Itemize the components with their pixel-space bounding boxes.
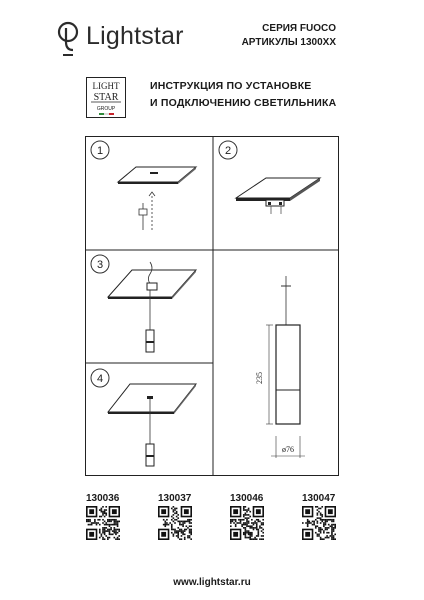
- article-code-1: 130036: [86, 493, 120, 504]
- qr-code-2[interactable]: [158, 506, 192, 540]
- qr-code-1[interactable]: [86, 506, 120, 540]
- step-4-panel: [91, 369, 196, 466]
- step-2-number: 2: [224, 145, 232, 157]
- diameter-dimension: ø76: [282, 445, 294, 454]
- instruction-line1: ИНСТРУКЦИЯ ПО УСТАНОВКЕ: [150, 80, 312, 92]
- step-1-number: 1: [96, 145, 104, 157]
- series-label: СЕРИЯ FUOCO: [262, 23, 336, 34]
- logo-line3: GROUP: [96, 106, 116, 112]
- article-code-2: 130037: [158, 493, 192, 504]
- instruction-line2: И ПОДКЛЮЧЕНИЮ СВЕТИЛЬНИКА: [150, 97, 337, 109]
- website-url[interactable]: www.lightstar.ru: [173, 577, 251, 588]
- brand-name: Lightstar: [86, 22, 184, 50]
- article-code-3: 130046: [230, 493, 264, 504]
- logo-line1: LIGHT: [92, 81, 120, 91]
- qr-code-4[interactable]: [302, 506, 336, 540]
- dimension-drawing: [255, 276, 305, 458]
- qr-code-3[interactable]: [230, 506, 264, 540]
- step-3-number: 3: [96, 259, 104, 271]
- step-3-panel: [91, 255, 196, 352]
- height-dimension: 235: [255, 372, 264, 384]
- step-2-panel: [219, 141, 320, 214]
- article-code-4: 130047: [302, 493, 336, 504]
- step-4-number: 4: [96, 373, 104, 385]
- logo-line2: STAR: [93, 92, 119, 103]
- step-1-panel: [91, 141, 196, 232]
- articles-label: АРТИКУЛЫ 1300XX: [241, 37, 336, 48]
